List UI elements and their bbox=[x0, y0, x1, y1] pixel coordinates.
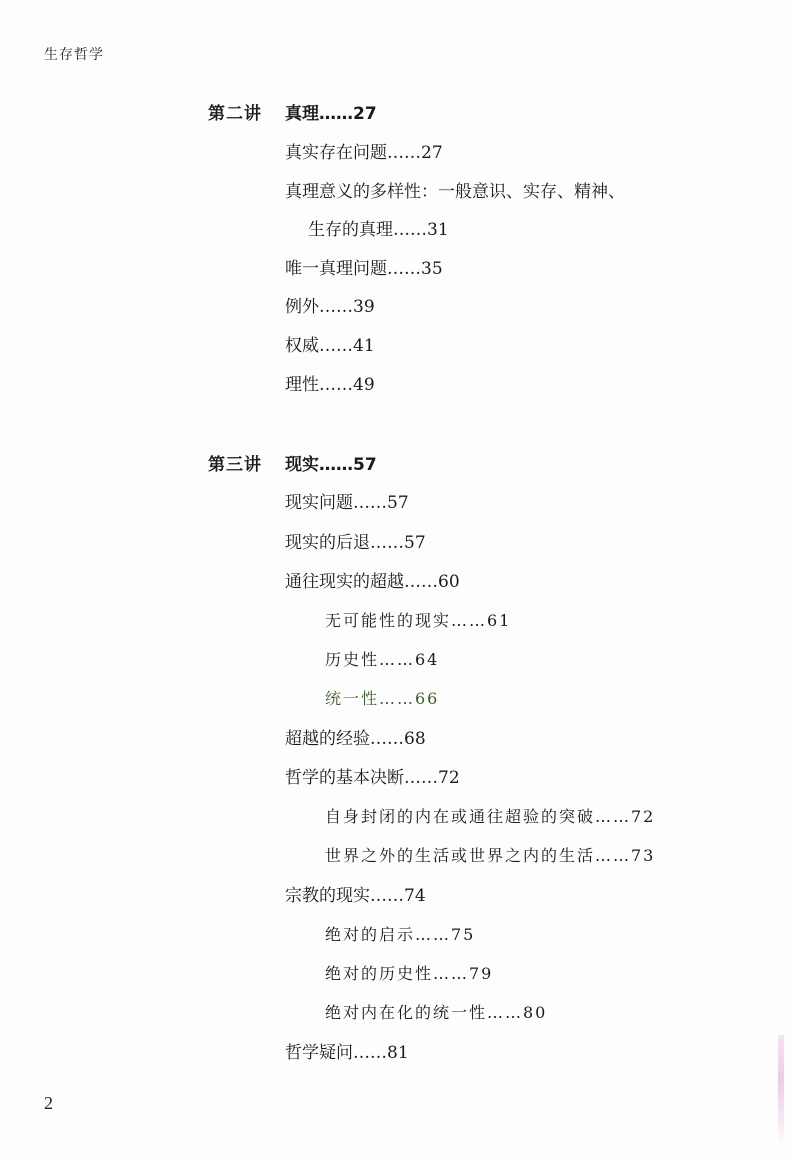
toc-subentry[interactable]: 绝对的启示……75 bbox=[325, 925, 476, 944]
chapter-2-number: 第二讲 bbox=[208, 104, 262, 124]
toc-entry[interactable]: 真实存在问题……27 bbox=[285, 143, 443, 163]
toc-entry[interactable]: 哲学疑问……81 bbox=[285, 1043, 409, 1063]
toc-subentry[interactable]: 世界之外的生活或世界之内的生活……73 bbox=[325, 846, 656, 865]
page-edge-stain bbox=[778, 1035, 784, 1145]
toc-subentry[interactable]: 绝对内在化的统一性……80 bbox=[325, 1003, 548, 1022]
toc-subentry[interactable]: 绝对的历史性……79 bbox=[325, 964, 494, 983]
running-header: 生存哲学 bbox=[44, 47, 104, 63]
toc-entry[interactable]: 哲学的基本决断……72 bbox=[285, 768, 460, 788]
page-number: 2 bbox=[44, 1093, 53, 1113]
toc-entry[interactable]: 超越的经验……68 bbox=[285, 729, 426, 749]
toc-subentry[interactable]: 历史性……64 bbox=[325, 650, 440, 669]
toc-entry[interactable]: 通往现实的超越……60 bbox=[285, 572, 460, 592]
toc-entry[interactable]: 理性……49 bbox=[285, 375, 375, 395]
toc-entry[interactable]: 例外……39 bbox=[285, 297, 375, 317]
toc-subentry[interactable]: 统一性……66 bbox=[325, 689, 440, 708]
toc-entry[interactable]: 宗教的现实……74 bbox=[285, 886, 426, 906]
toc-entry[interactable]: 权威……41 bbox=[285, 336, 375, 356]
toc-entry[interactable]: 现实的后退……57 bbox=[285, 533, 426, 553]
toc-entry[interactable]: 现实问题……57 bbox=[285, 493, 409, 513]
toc-subentry[interactable]: 无可能性的现实……61 bbox=[325, 611, 512, 630]
toc-entry-continuation[interactable]: 生存的真理……31 bbox=[308, 220, 449, 240]
chapter-3-number: 第三讲 bbox=[208, 455, 262, 475]
chapter-3-title[interactable]: 现实……57 bbox=[285, 455, 377, 475]
toc-entry[interactable]: 唯一真理问题……35 bbox=[285, 259, 443, 279]
chapter-2-title[interactable]: 真理……27 bbox=[285, 104, 377, 124]
toc-subentry[interactable]: 自身封闭的内在或通往超验的突破……72 bbox=[325, 807, 656, 826]
toc-entry[interactable]: 真理意义的多样性：一般意识、实存、精神、 bbox=[285, 182, 625, 202]
